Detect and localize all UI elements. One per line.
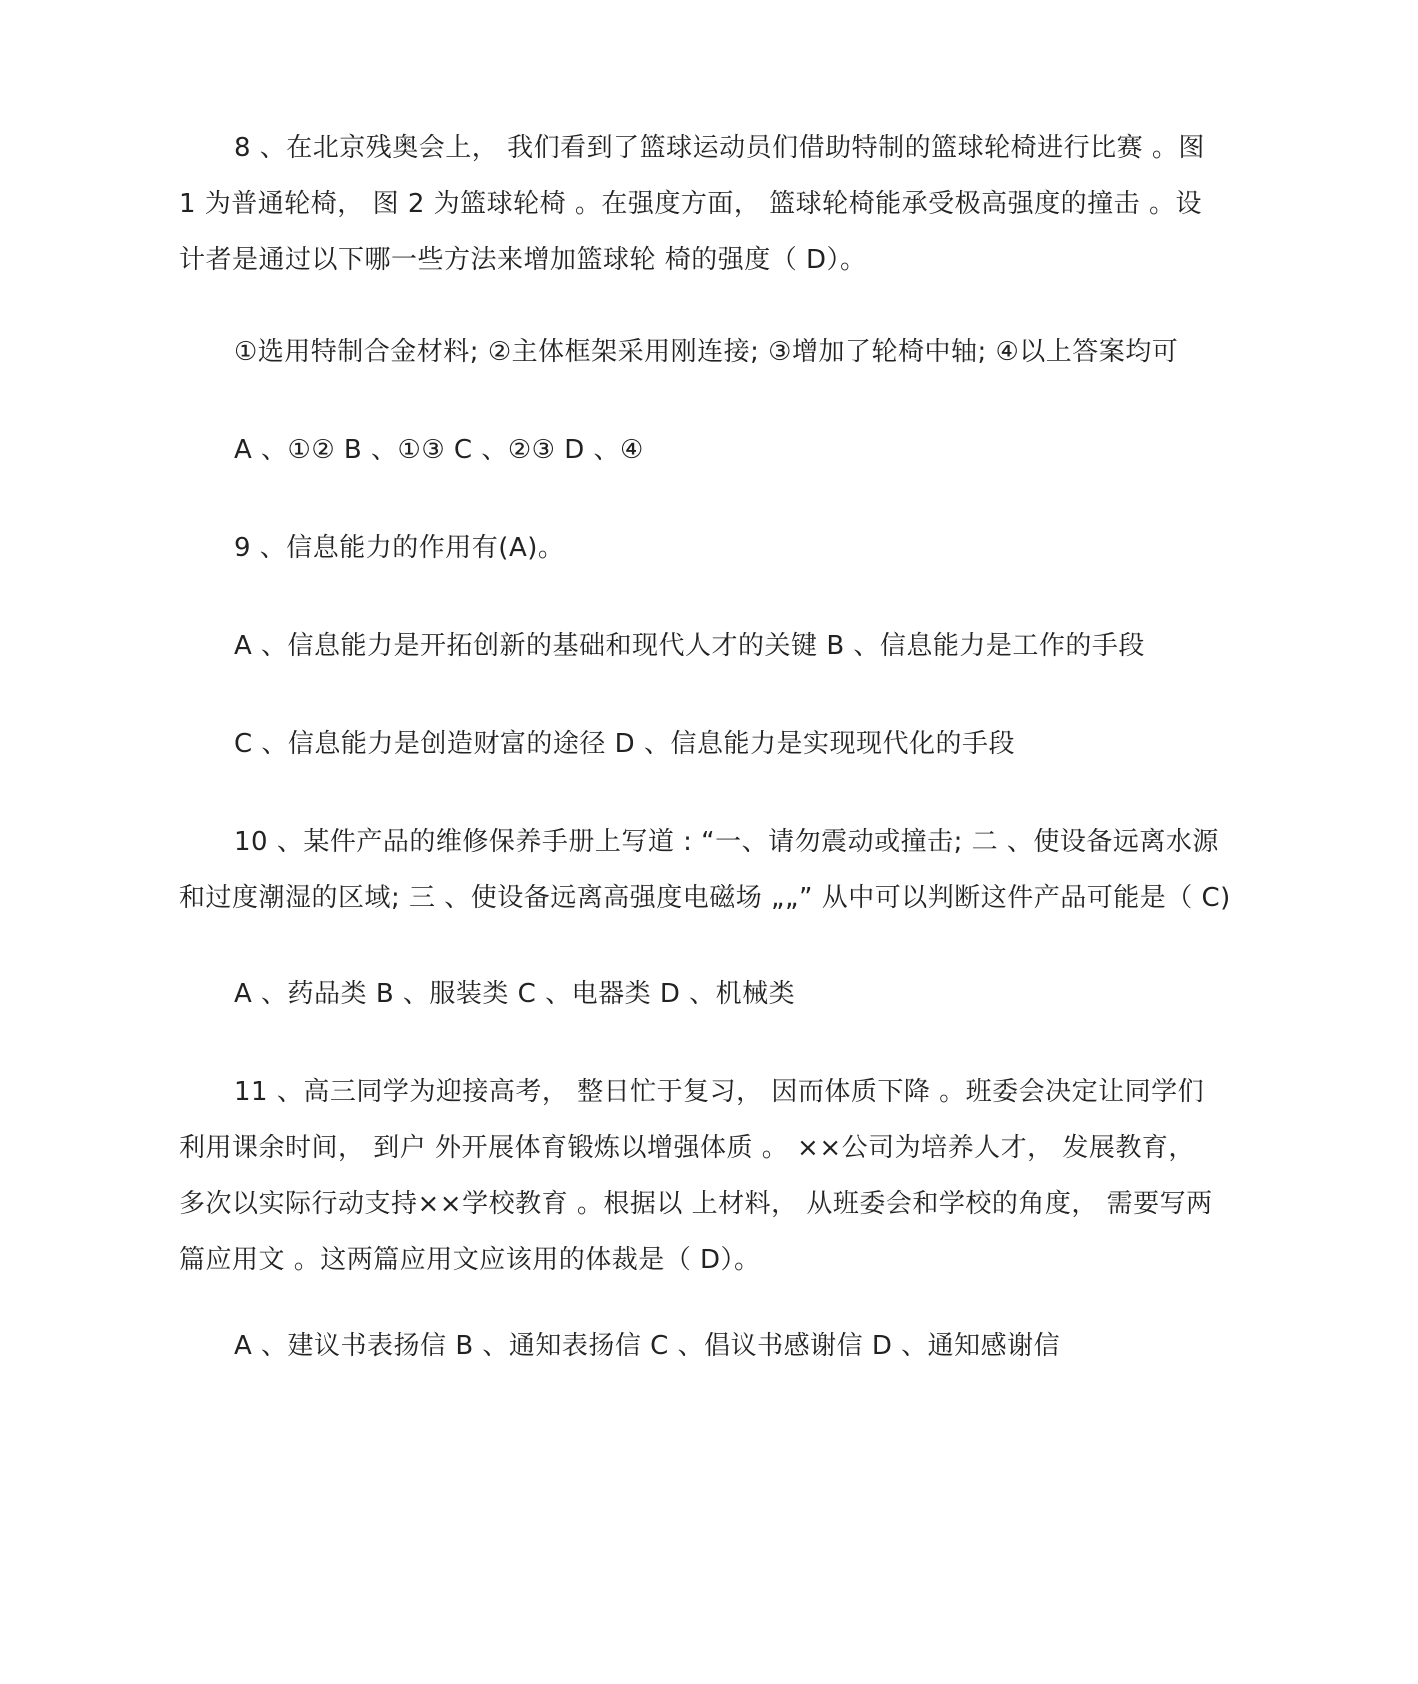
question-10-stem-line-2: 和过度潮湿的区域; 三 、使设备远离高强度电磁场 „„” 从中可以判断这件产品可能是（ C) [179, 883, 1231, 913]
question-8-stem-line-3: 计者是通过以下哪一些方法来增加篮球轮 椅的强度（ D）。 [179, 245, 867, 275]
question-11-stem [179, 1064, 1239, 1288]
question-11-stem-line-2: 利用课余时间， 到户 外开展体育锻炼以增强体质 。 ××公司为培养人才， 发展教育， [179, 1133, 1195, 1163]
question-8-options: A 、①② B 、①③ C 、②③ D 、④ [234, 435, 644, 465]
question-9-options-line-2: C 、信息能力是创造财富的途径 D 、信息能力是实现现代化的手段 [234, 729, 1015, 759]
question-8-stem-line-1: 8 、在北京残奥会上， 我们看到了篮球运动员们借助特制的篮球轮椅进行比赛 。图 [234, 133, 1205, 163]
question-11-stem-line-4: 篇应用文 。这两篇应用文应该用的体裁是（ D）。 [179, 1245, 761, 1275]
question-11-stem-line-3: 多次以实际行动支持××学校教育 。根据以 上材料， 从班委会和学校的角度， 需要写两 [179, 1189, 1213, 1219]
question-8-items: ①选用特制合金材料; ②主体框架采用刚连接; ③增加了轮椅中轴; ④以上答案均可 [234, 337, 1179, 367]
question-8-stem-line-2: 1 为普通轮椅， 图 2 为篮球轮椅 。在强度方面， 篮球轮椅能承受极高强度的撞击 。设 [179, 189, 1202, 219]
question-8-stem [179, 120, 1239, 288]
question-10-stem-line-1: 10 、某件产品的维修保养手册上写道 : “一、请勿震动或撞击; 二 、使设备远离水源 [234, 827, 1219, 857]
question-10-options: A 、药品类 B 、服装类 C 、电器类 D 、机械类 [234, 979, 796, 1009]
question-9-stem: 9 、信息能力的作用有(A)。 [234, 533, 565, 563]
question-10-stem [179, 814, 1239, 926]
question-11-options: A 、建议书表扬信 B 、通知表扬信 C 、倡议书感谢信 D 、通知感谢信 [234, 1331, 1061, 1361]
question-11-stem-line-1: 11 、高三同学为迎接高考， 整日忙于复习， 因而体质下降 。班委会决定让同学们 [234, 1077, 1205, 1107]
question-9-options-line-1: A 、信息能力是开拓创新的基础和现代人才的关键 B 、信息能力是工作的手段 [234, 631, 1145, 661]
